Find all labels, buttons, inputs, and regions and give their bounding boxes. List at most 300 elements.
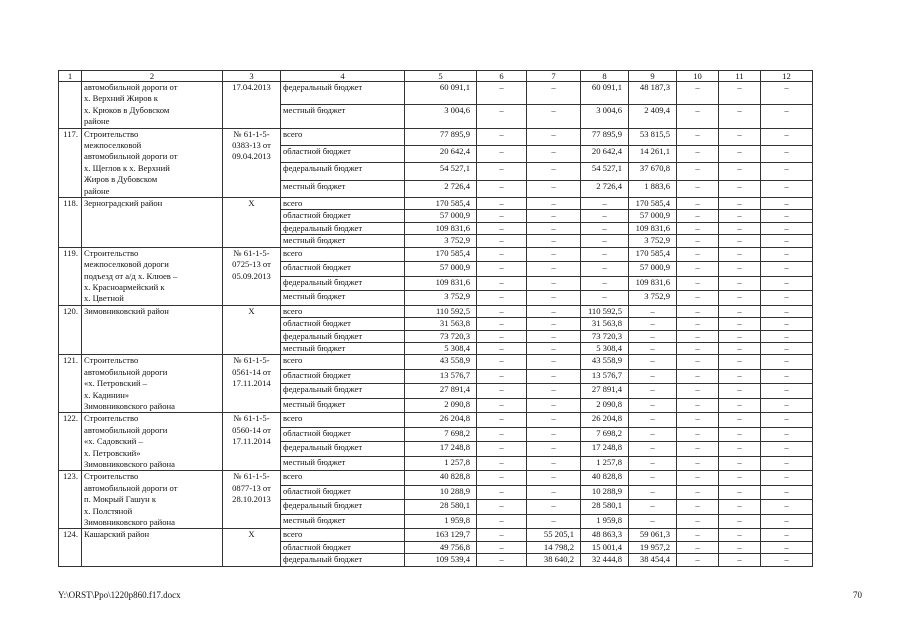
object-name: Строительство межпоселковой дороги подъезд от а/д х. Клюев – х. Красноармейский к х. Цветной (82, 247, 223, 305)
value-cell: – (629, 305, 677, 317)
value-cell: – (477, 163, 527, 180)
value-cell: 55 205,1 (527, 529, 581, 541)
value-cell: – (527, 514, 581, 529)
value-cell: 5 308,4 (405, 342, 477, 354)
value-cell: – (719, 128, 761, 145)
funding-source: федеральный бюджет (281, 500, 405, 515)
value-cell: – (677, 210, 719, 222)
value-cell: – (677, 305, 719, 317)
funding-source: местный бюджет (281, 456, 405, 471)
value-cell: 3 752,9 (405, 235, 477, 247)
value-cell: 38 640,2 (527, 554, 581, 566)
value-cell: – (719, 471, 761, 486)
funding-source: местный бюджет (281, 514, 405, 529)
funding-source: местный бюджет (281, 235, 405, 247)
value-cell: 10 288,9 (581, 485, 629, 500)
value-cell: – (477, 369, 527, 384)
value-cell: – (719, 82, 761, 105)
value-cell: – (477, 485, 527, 500)
value-cell: – (477, 198, 527, 210)
value-cell: – (581, 235, 629, 247)
value-cell: 170 585,4 (405, 198, 477, 210)
value-cell: – (629, 471, 677, 486)
value-cell: 77 895,9 (405, 128, 477, 145)
value-cell: – (477, 247, 527, 262)
value-cell: – (677, 222, 719, 234)
value-cell: 109 831,6 (629, 276, 677, 291)
value-cell: – (527, 384, 581, 399)
value-cell: – (761, 163, 813, 180)
value-cell: – (477, 342, 527, 354)
value-cell: – (761, 291, 813, 306)
value-cell: – (629, 442, 677, 457)
funding-source: всего (281, 305, 405, 317)
object-name: Кашарский район (82, 529, 223, 566)
value-cell: – (527, 198, 581, 210)
value-cell: – (629, 342, 677, 354)
value-cell: – (677, 128, 719, 145)
funding-source: федеральный бюджет (281, 384, 405, 399)
header-cell: 8 (581, 71, 629, 82)
value-cell: 57 000,9 (629, 262, 677, 277)
value-cell: – (761, 384, 813, 399)
value-cell: – (527, 128, 581, 145)
value-cell: – (761, 210, 813, 222)
value-cell: – (761, 235, 813, 247)
value-cell: – (761, 305, 813, 317)
object-name: Строительство автомобильной дороги «х. Садовский – х. Петровский» Зимовниковского района (82, 413, 223, 471)
value-cell: – (629, 427, 677, 442)
value-cell: 57 000,9 (405, 210, 477, 222)
value-cell: 2 090,8 (581, 398, 629, 413)
document-ref: № 61-1-5- 0561-14 от 17.11.2014 (223, 355, 281, 413)
value-cell: – (719, 163, 761, 180)
value-cell: – (761, 82, 813, 105)
value-cell: – (581, 276, 629, 291)
value-cell: – (719, 413, 761, 428)
value-cell: – (761, 105, 813, 128)
value-cell: – (527, 222, 581, 234)
value-cell: – (761, 485, 813, 500)
value-cell: – (719, 222, 761, 234)
value-cell: 2 726,4 (581, 180, 629, 197)
value-cell: – (527, 427, 581, 442)
value-cell: – (719, 427, 761, 442)
funding-source: федеральный бюджет (281, 222, 405, 234)
value-cell: 1 959,8 (405, 514, 477, 529)
value-cell: 73 720,3 (581, 330, 629, 342)
value-cell: – (677, 369, 719, 384)
value-cell: – (677, 342, 719, 354)
value-cell: – (629, 485, 677, 500)
budget-table (58, 70, 813, 567)
value-cell: – (581, 291, 629, 306)
value-cell: 110 592,5 (405, 305, 477, 317)
funding-source: федеральный бюджет (281, 442, 405, 457)
value-cell: – (527, 82, 581, 105)
value-cell: 3 752,9 (405, 291, 477, 306)
funding-source: федеральный бюджет (281, 276, 405, 291)
value-cell: – (761, 145, 813, 162)
value-cell: – (629, 514, 677, 529)
value-cell: – (527, 485, 581, 500)
value-cell: – (477, 398, 527, 413)
footer-file-path: Y:\ORST\Ppo\1220p860.f17.docx (58, 590, 181, 600)
value-cell: – (527, 105, 581, 128)
funding-source: местный бюджет (281, 105, 405, 128)
value-cell: – (719, 145, 761, 162)
document-ref: № 61-1-5- 0383-13 от 09.04.2013 (223, 128, 281, 197)
value-cell: 10 288,9 (405, 485, 477, 500)
funding-source: областной бюджет (281, 369, 405, 384)
value-cell: – (677, 235, 719, 247)
value-cell: – (761, 330, 813, 342)
funding-source: областной бюджет (281, 262, 405, 277)
value-cell: 15 001,4 (581, 541, 629, 553)
value-cell: 27 891,4 (405, 384, 477, 399)
value-cell: 20 642,4 (581, 145, 629, 162)
value-cell: 57 000,9 (405, 262, 477, 277)
value-cell: – (527, 500, 581, 515)
funding-source: всего (281, 413, 405, 428)
value-cell: – (719, 318, 761, 330)
value-cell: 109 831,6 (405, 276, 477, 291)
value-cell: – (719, 342, 761, 354)
value-cell: – (761, 471, 813, 486)
funding-source: местный бюджет (281, 342, 405, 354)
value-cell: – (527, 262, 581, 277)
value-cell: – (677, 442, 719, 457)
header-cell: 5 (405, 71, 477, 82)
value-cell: 37 670,8 (629, 163, 677, 180)
value-cell: – (527, 342, 581, 354)
value-cell: – (527, 210, 581, 222)
header-cell: 12 (761, 71, 813, 82)
value-cell: – (677, 318, 719, 330)
value-cell: 5 308,4 (581, 342, 629, 354)
document-ref: Х (223, 529, 281, 566)
value-cell: 3 752,9 (629, 235, 677, 247)
value-cell: – (677, 398, 719, 413)
funding-source: областной бюджет (281, 485, 405, 500)
funding-source: областной бюджет (281, 210, 405, 222)
row-number: 117. (59, 128, 82, 197)
value-cell: – (629, 456, 677, 471)
funding-source: федеральный бюджет (281, 163, 405, 180)
value-cell: 170 585,4 (405, 247, 477, 262)
value-cell: 31 563,8 (581, 318, 629, 330)
row-number: 123. (59, 471, 82, 529)
header-cell: 3 (223, 71, 281, 82)
value-cell: – (581, 198, 629, 210)
value-cell: – (527, 318, 581, 330)
value-cell: – (761, 222, 813, 234)
header-cell: 9 (629, 71, 677, 82)
table-row (59, 471, 813, 486)
value-cell: – (527, 235, 581, 247)
value-cell: – (477, 471, 527, 486)
value-cell: – (677, 180, 719, 197)
value-cell: – (761, 369, 813, 384)
value-cell: – (527, 305, 581, 317)
value-cell: – (477, 222, 527, 234)
value-cell: – (477, 105, 527, 128)
value-cell: – (527, 180, 581, 197)
value-cell: – (629, 369, 677, 384)
value-cell: – (761, 342, 813, 354)
value-cell: – (677, 163, 719, 180)
value-cell: – (527, 291, 581, 306)
value-cell: 163 129,7 (405, 529, 477, 541)
row-number: 118. (59, 198, 82, 248)
value-cell: – (629, 413, 677, 428)
value-cell: 14 261,1 (629, 145, 677, 162)
table-row (59, 305, 813, 317)
document-ref: Х (223, 305, 281, 355)
value-cell: 1 257,8 (581, 456, 629, 471)
funding-source: местный бюджет (281, 291, 405, 306)
value-cell: 57 000,9 (629, 210, 677, 222)
value-cell: – (477, 180, 527, 197)
value-cell: – (719, 355, 761, 370)
value-cell: – (761, 541, 813, 553)
value-cell: 32 444,8 (581, 554, 629, 566)
value-cell: 43 558,9 (581, 355, 629, 370)
funding-source: областной бюджет (281, 318, 405, 330)
value-cell: 1 257,8 (405, 456, 477, 471)
value-cell: 14 798,2 (527, 541, 581, 553)
value-cell: 7 698,2 (581, 427, 629, 442)
document-ref: № 61-1-5- 0877-13 от 28.10.2013 (223, 471, 281, 529)
row-number: 120. (59, 305, 82, 355)
value-cell: – (477, 427, 527, 442)
value-cell: – (477, 529, 527, 541)
value-cell: – (477, 291, 527, 306)
value-cell: – (677, 554, 719, 566)
value-cell: – (761, 514, 813, 529)
value-cell: – (677, 330, 719, 342)
header-cell: 6 (477, 71, 527, 82)
value-cell: – (719, 198, 761, 210)
value-cell: – (477, 235, 527, 247)
value-cell: – (677, 485, 719, 500)
value-cell: 1 883,6 (629, 180, 677, 197)
object-name: Строительство автомобильной дороги от п. Мокрый Гашун к х. Полстяной Зимовниковского района (82, 471, 223, 529)
value-cell: – (477, 145, 527, 162)
value-cell: – (477, 355, 527, 370)
value-cell: 17 248,8 (581, 442, 629, 457)
value-cell: 170 585,4 (629, 247, 677, 262)
value-cell: 1 959,8 (581, 514, 629, 529)
value-cell: – (477, 276, 527, 291)
value-cell: – (527, 369, 581, 384)
value-cell: 3 004,6 (581, 105, 629, 128)
document-ref: № 61-1-5- 0560-14 от 17.11.2014 (223, 413, 281, 471)
value-cell: – (719, 180, 761, 197)
value-cell: – (581, 222, 629, 234)
value-cell: – (761, 318, 813, 330)
value-cell: – (477, 262, 527, 277)
value-cell: – (761, 554, 813, 566)
header-cell: 2 (82, 71, 223, 82)
value-cell: – (761, 355, 813, 370)
value-cell: – (719, 529, 761, 541)
table-row (59, 355, 813, 370)
value-cell: – (719, 291, 761, 306)
value-cell: – (677, 355, 719, 370)
value-cell: – (719, 398, 761, 413)
funding-source: областной бюджет (281, 541, 405, 553)
value-cell: 28 580,1 (581, 500, 629, 515)
value-cell: – (629, 330, 677, 342)
value-cell: – (761, 128, 813, 145)
header-cell: 7 (527, 71, 581, 82)
value-cell: 31 563,8 (405, 318, 477, 330)
value-cell: – (719, 456, 761, 471)
funding-source: местный бюджет (281, 398, 405, 413)
value-cell: – (719, 485, 761, 500)
value-cell: – (527, 456, 581, 471)
value-cell: 2 409,4 (629, 105, 677, 128)
table-row (59, 247, 813, 262)
value-cell: – (581, 210, 629, 222)
document-ref: № 61-1-5- 0725-13 от 05.09.2013 (223, 247, 281, 305)
value-cell: – (677, 427, 719, 442)
row-number: 124. (59, 529, 82, 566)
value-cell: 40 828,8 (405, 471, 477, 486)
value-cell: – (581, 247, 629, 262)
page-number: 70 (853, 590, 862, 600)
value-cell: – (761, 262, 813, 277)
funding-source: всего (281, 355, 405, 370)
value-cell: – (761, 427, 813, 442)
funding-source: всего (281, 128, 405, 145)
header-cell: 1 (59, 71, 82, 82)
value-cell: – (477, 318, 527, 330)
value-cell: 170 585,4 (629, 198, 677, 210)
value-cell: 17 248,8 (405, 442, 477, 457)
value-cell: – (677, 384, 719, 399)
value-cell: – (677, 276, 719, 291)
value-cell: – (477, 554, 527, 566)
funding-source: областной бюджет (281, 427, 405, 442)
row-number (59, 82, 82, 129)
value-cell: – (477, 456, 527, 471)
value-cell: – (677, 291, 719, 306)
object-name: Зерноградский район (82, 198, 223, 248)
header-cell: 4 (281, 71, 405, 82)
document-ref: Х (223, 198, 281, 248)
value-cell: – (527, 398, 581, 413)
value-cell: – (581, 262, 629, 277)
value-cell: 13 576,7 (405, 369, 477, 384)
value-cell: – (477, 330, 527, 342)
row-number: 121. (59, 355, 82, 413)
value-cell: – (677, 105, 719, 128)
value-cell: – (527, 247, 581, 262)
value-cell: – (477, 442, 527, 457)
value-cell: – (761, 413, 813, 428)
value-cell: – (677, 247, 719, 262)
value-cell: – (761, 500, 813, 515)
value-cell: – (719, 276, 761, 291)
value-cell: – (677, 82, 719, 105)
value-cell: 3 752,9 (629, 291, 677, 306)
header-row (59, 71, 813, 82)
value-cell: – (477, 514, 527, 529)
value-cell: – (677, 514, 719, 529)
value-cell: – (629, 355, 677, 370)
value-cell: – (629, 398, 677, 413)
value-cell: – (629, 384, 677, 399)
value-cell: 3 004,6 (405, 105, 477, 128)
value-cell: – (527, 442, 581, 457)
value-cell: 48 863,3 (581, 529, 629, 541)
value-cell: – (677, 456, 719, 471)
value-cell: – (677, 262, 719, 277)
value-cell: – (677, 198, 719, 210)
object-name: Строительство автомобильной дороги «х. Петровский – х. Кадинин» Зимовниковского района (82, 355, 223, 413)
header-cell: 10 (677, 71, 719, 82)
funding-source: областной бюджет (281, 145, 405, 162)
value-cell: – (477, 384, 527, 399)
value-cell: 26 204,8 (581, 413, 629, 428)
value-cell: – (719, 442, 761, 457)
value-cell: 54 527,1 (405, 163, 477, 180)
funding-source: всего (281, 247, 405, 262)
object-name: Зимовниковский район (82, 305, 223, 355)
value-cell: – (677, 529, 719, 541)
value-cell: 26 204,8 (405, 413, 477, 428)
funding-source: местный бюджет (281, 180, 405, 197)
value-cell: 40 828,8 (581, 471, 629, 486)
document-ref: 17.04.2013 (223, 82, 281, 129)
value-cell: – (719, 330, 761, 342)
value-cell: – (761, 398, 813, 413)
value-cell: – (719, 305, 761, 317)
value-cell: – (761, 247, 813, 262)
value-cell: – (719, 500, 761, 515)
value-cell: 38 454,4 (629, 554, 677, 566)
value-cell: – (527, 330, 581, 342)
value-cell: – (719, 554, 761, 566)
header-cell: 11 (719, 71, 761, 82)
value-cell: – (527, 471, 581, 486)
value-cell: 2 726,4 (405, 180, 477, 197)
value-cell: 43 558,9 (405, 355, 477, 370)
funding-source: федеральный бюджет (281, 554, 405, 566)
table-row (59, 128, 813, 145)
value-cell: – (761, 198, 813, 210)
funding-source: федеральный бюджет (281, 82, 405, 105)
table-row (59, 82, 813, 105)
value-cell: – (761, 529, 813, 541)
value-cell: – (719, 210, 761, 222)
value-cell: – (719, 247, 761, 262)
value-cell: 49 756,8 (405, 541, 477, 553)
value-cell: – (761, 456, 813, 471)
value-cell: 13 576,7 (581, 369, 629, 384)
value-cell: 109 831,6 (629, 222, 677, 234)
value-cell: – (761, 180, 813, 197)
row-number: 122. (59, 413, 82, 471)
row-number: 119. (59, 247, 82, 305)
table-row (59, 529, 813, 541)
value-cell: – (477, 210, 527, 222)
value-cell: – (719, 384, 761, 399)
object-name: автомобильной дороги от х. Верхний Жиров к х. Крюков в Дубовском районе (82, 82, 223, 129)
value-cell: – (761, 442, 813, 457)
